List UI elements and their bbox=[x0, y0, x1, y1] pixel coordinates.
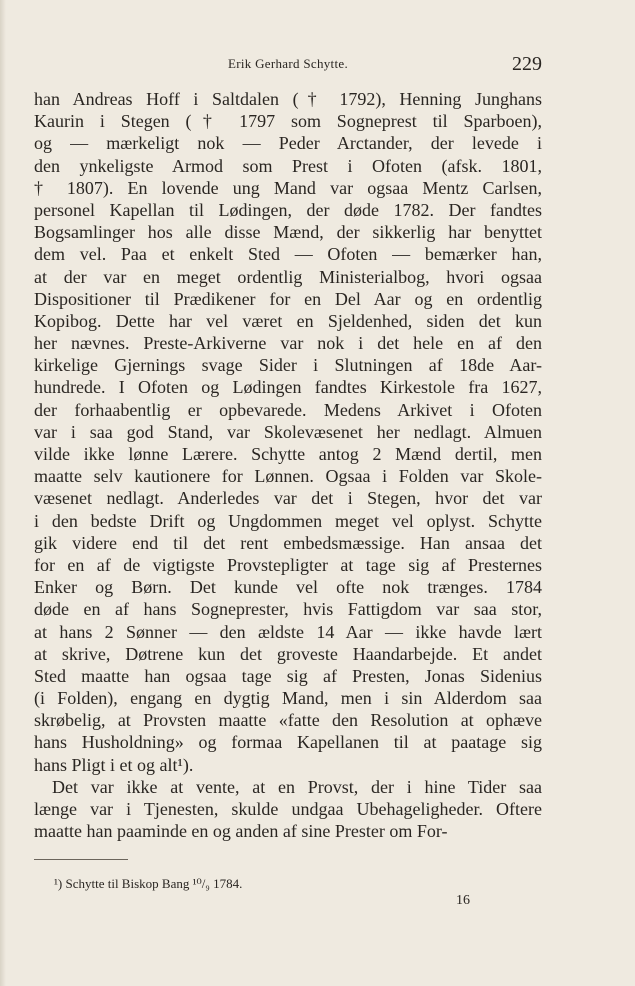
text-line: personel Kapellan til Lødingen, der døde 1782. Der fandtes bbox=[34, 199, 542, 220]
text-line: at skrive, Døtrene kun det groveste Haandarbejde. Et andet bbox=[34, 643, 542, 664]
text-line: Det var ikke at vente, at en Provst, der i hine Tider saa bbox=[52, 776, 542, 797]
text-line: her nævnes. Preste-Arkiverne var nok i det hele en af den bbox=[34, 333, 542, 354]
text-line: (i Folden), engang en dygtig Mand, men i sin Alderdom saa bbox=[34, 688, 542, 709]
text-line: Bogsamlinger hos alle disse Mænd, der sikkerlig har benyttet bbox=[34, 222, 542, 243]
text-line: Dispositioner til Prædikener for en Del Aar og en ordentlig bbox=[34, 288, 542, 309]
text-line: for en af de vigtigste Provstepligter at tage sig af Presternes bbox=[34, 554, 542, 575]
text-line: døde en af hans Sogneprester, hvis Fattigdom var saa stor, bbox=[34, 599, 542, 620]
text-line: væsenet nedlagt. Anderledes var det i Stegen, hvor det var bbox=[34, 488, 542, 509]
printer-signature: 16 bbox=[456, 893, 470, 908]
text-line: Enker og Børn. Det kunde vel ofte nok trænges. 1784 bbox=[34, 577, 542, 598]
text-line: han Andreas Hoff i Saltdalen († 1792), Henning Junghans bbox=[34, 89, 542, 109]
text-line: † 1807). En lovende ung Mand var ogsaa Mentz Carlsen, bbox=[34, 177, 542, 198]
text-line: skrøbelig, at Provsten maatte «fatte den Resolution at ophæve bbox=[34, 710, 542, 731]
text-line: gik videre end til det rent embedsmæssige. Han ansaa det bbox=[34, 532, 542, 553]
text-line: Sted maatte han ogsaa tage sig af Presten, Jonas Sidenius bbox=[34, 665, 542, 686]
text-line: hans Pligt i et og alt¹). bbox=[34, 754, 194, 775]
running-head bbox=[34, 53, 542, 75]
text-line: kirkelige Gjernings svage Sider i Slutningen af 18de Aar- bbox=[34, 355, 542, 376]
footnote: ¹) Schytte til Biskop Bang ¹⁰/₉ 1784. bbox=[54, 876, 243, 891]
text-line: hundrede. I Ofoten og Lødingen fandtes Kirkestole fra 1627, bbox=[34, 377, 542, 398]
text-line: vilde ikke lønne Lærere. Schytte antog 2 Mænd dertil, men bbox=[34, 444, 542, 464]
text-line: der forhaabentlig er opbevarede. Medens Arkivet i Ofoten bbox=[34, 399, 542, 420]
text-line: og — mærkeligt nok — Peder Arctander, der levede i bbox=[34, 133, 542, 154]
text-line: var i saa god Stand, var Skolevæsenet her nedlagt. Almuen bbox=[34, 421, 542, 442]
text-line: dem vel. Paa et enkelt Sted — Ofoten — bemærker han, bbox=[34, 244, 542, 265]
text-line: at der var en meget ordentlig Ministerialbog, hvori ogsaa bbox=[34, 266, 542, 287]
text-line: længe var i Tjenesten, skulde undgaa Ubehageligheder. Oftere bbox=[34, 799, 542, 819]
running-head-title: Erik Gerhard Schytte. bbox=[227, 56, 348, 71]
footnote-rule bbox=[34, 859, 128, 860]
text-line: maatte selv kautionere for Lønnen. Ogsaa i Folden var Skole- bbox=[34, 466, 542, 487]
body-text bbox=[34, 88, 542, 842]
text-line: Kaurin i Stegen († 1797 som Sogneprest til Sparboen), bbox=[34, 111, 542, 132]
text-line: den ynkeligste Armod som Prest i Ofoten (afsk. 1801, bbox=[34, 155, 542, 176]
text-line: hans Husholdning» og formaa Kapellanen til at paatage sig bbox=[34, 732, 542, 753]
page-edge-shadow bbox=[0, 0, 6, 986]
text-line: i den bedste Drift og Ungdommen meget vel oplyst. Schytte bbox=[34, 510, 542, 531]
text-line: maatte han paaminde en og anden af sine Prester om For- bbox=[34, 821, 448, 842]
text-line: at hans 2 Sønner — den ældste 14 Aar — ikke havde lært bbox=[34, 621, 542, 642]
page-number: 229 bbox=[512, 53, 542, 75]
text-line: Kopibog. Dette har vel været en Sjeldenhed, siden det kun bbox=[34, 310, 542, 331]
